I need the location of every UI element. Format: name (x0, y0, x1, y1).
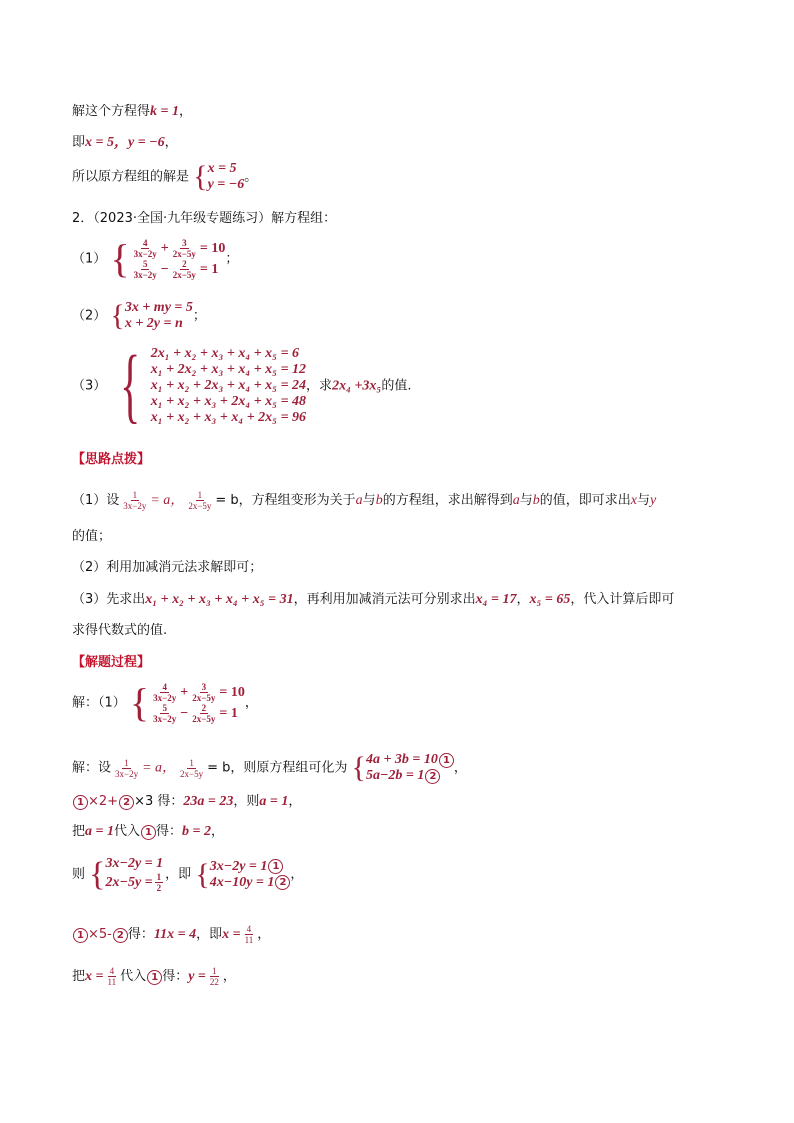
prev-line-3 (72, 161, 257, 193)
label: （3） (72, 378, 107, 394)
hint-heading: 【思路点拨】 (72, 452, 151, 467)
hint-line-3-cont: 求得代数式的值. (72, 623, 168, 638)
math-k: k = 1 (150, 104, 179, 119)
system-2: { 3x + my = 5 x + 2y = n (110, 299, 193, 332)
part-3: （3） { 2x₁ + x₂ + x₃ + x₄ + x₅ = 6 x₁ + 2x₂ + x₃ + x₄ + x₅ = 12 x₁ + x₂ + 2x₃ + x₄ + x₅ = 24 x₁ + x₂ + x₃ + 2x₄ + x₅ = 48 x₁ + x₂ + x₃ + x₄ + 2x₅ = 96 ，求2x₄ +3x₅的值. (72, 339, 412, 432)
text: 即 (72, 135, 86, 150)
system-ab: { 4a + 3b = 10 1 5a−2b = 1 2 (352, 752, 454, 784)
brace-icon: { (110, 236, 130, 281)
brace-icon: { (129, 680, 150, 725)
sol-line-7: 把x = $\frac{4}{11}$ 代入 1 得：y = $\frac{1}{22}$ ， (72, 966, 236, 987)
hint-line-1-cont: 的值； (72, 529, 112, 544)
part-1: （1） { $\frac{4}{3x-2y}$ + $\frac{3}{2x-5y}$ = 10 $\frac{5}{3x-2y}$ − $\frac{2}{2x-5y}$ = 1 ； (72, 236, 239, 281)
hint-line-3: （3）先求出x₁ + x₂ + x₃ + x₄ + x₅ = 31，再利用加减消元法可分别求出x₄ = 17，x₅ = 65，代入计算后即可 (72, 592, 675, 607)
sol-line-5: 则 { 3x−2y = 1 2x−5y = $\frac{1}{2}$ ，即 { 3x−2y = 1 1 4x−10y = 1 2 ， (72, 855, 304, 893)
circle-1-icon: 1 (147, 970, 162, 985)
circle-1-icon: 1 (73, 928, 88, 943)
punct: 。 (244, 169, 258, 185)
prev-line-2 (72, 134, 178, 152)
problem-title: 2．（2023·全国·九年级专题练习）解方程组： (72, 211, 337, 226)
hint-line-1: （1）设 $\frac{1}{3x-2y}$ = a， $\frac{1}{2x-5y}$ = b，方程组变形为关于a与b的方程组，求出解得到a与b的值，即可求出x与y (72, 490, 657, 511)
circle-1-icon: 1 (73, 795, 88, 810)
label: （2） (72, 308, 107, 324)
brace-icon: { (351, 751, 366, 784)
circle-1-icon: 1 (141, 825, 156, 840)
punct: ， (164, 135, 178, 150)
hint-line-2: （2）利用加减消元法求解即可； (72, 560, 263, 575)
sol-line-2: 解：设 $\frac{1}{3x-2y}$ = a， $\frac{1}{2x-5y}$ = b，则原方程组可化为 { 4a + 3b = 10 1 5a−2b = 1 2 ， (72, 751, 467, 784)
sol-line-3: 1 ×2+ 2 ×3 得：23a = 23，则a = 1， (72, 793, 301, 811)
system-xy-b: { 3x−2y = 1 1 4x−10y = 1 2 (195, 859, 290, 891)
brace-icon: { (110, 299, 125, 332)
system-xy-a: { 3x−2y = 1 2x−5y = $\frac{1}{2}$ (89, 855, 164, 893)
text: 所以原方程组的解是 (72, 169, 190, 185)
system-3: { 2x₁ + x₂ + x₃ + x₄ + x₅ = 6 x₁ + 2x₂ + x₃ + x₄ + x₅ = 12 x₁ + x₂ + 2x₃ + x₄ + x₅ = 24 x₁ + x₂ + x₃ + 2x₄ + x₅ = 48 x₁ + x₂ + x₃ + x₄ + 2x₅ = 96 (120, 339, 307, 432)
solution-heading: 【解题过程】 (72, 655, 151, 670)
sol-line-4: 把a = 1代入 1 得：b = 2， (72, 824, 225, 839)
system-1: { $\frac{4}{3x-2y}$ + $\frac{3}{2x-5y}$ = 10 $\frac{5}{3x-2y}$ − $\frac{2}{2x-5y}$ = 1 (110, 236, 226, 281)
circle-2-icon: 2 (119, 795, 134, 810)
sol-line-1: 解：（1） { $\frac{4}{3x-2y}$ + $\frac{3}{2x-5y}$ = 10 $\frac{5}{3x-2y}$ − $\frac{2}{2x-5y}$ = 1 ， (72, 680, 258, 725)
brace-icon: { (120, 339, 141, 432)
circle-1-icon: 1 (439, 753, 454, 768)
circle-2-icon: 2 (113, 928, 128, 943)
solution-system (193, 161, 244, 193)
label: （1） (72, 251, 107, 267)
brace-icon: { (89, 855, 106, 893)
circle-1-icon: 1 (268, 859, 283, 874)
circle-2-icon: 2 (425, 769, 440, 784)
circle-2-icon: 2 (275, 875, 290, 890)
system-sol-1: { $\frac{4}{3x-2y}$ + $\frac{3}{2x-5y}$ = 10 $\frac{5}{3x-2y}$ − $\frac{2}{2x-5y}$ = 1 (129, 680, 245, 725)
prev-line-1 (72, 103, 192, 121)
text: 解这个方程得 (72, 104, 151, 119)
sol-line-6: 1 ×5- 2 得：11x = 4，即x = $\frac{4}{11}$ ， (72, 924, 270, 945)
punct: ， (179, 104, 193, 119)
math-xy: x = 5，y = −6 (85, 135, 165, 150)
brace-icon: { (193, 160, 208, 193)
brace-icon: { (195, 857, 210, 891)
eq: x = 5 (207, 161, 237, 176)
eq: y = −6 (207, 177, 245, 192)
part-2: （2） { 3x + my = 5 x + 2y = n ； (72, 299, 206, 332)
